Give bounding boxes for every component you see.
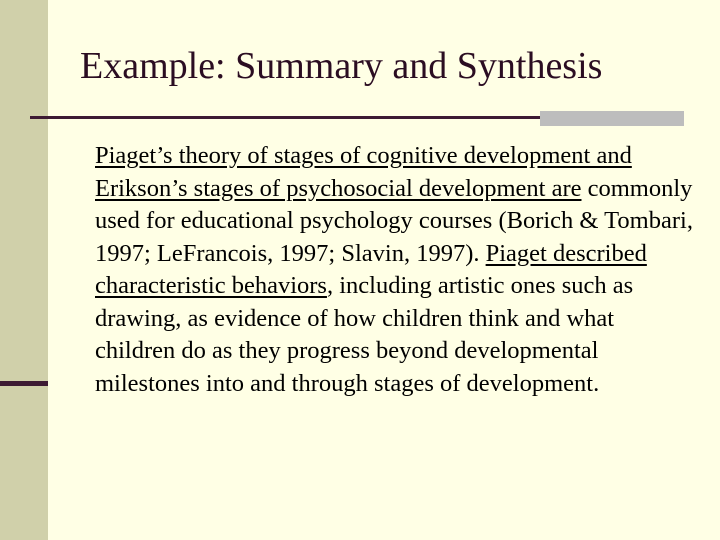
title-divider (30, 116, 540, 119)
underlined-text-1: Piaget’s theory of stages of cognitive development and Erikson’s stages of psychosocial development are (95, 142, 632, 202)
left-decorative-band (0, 0, 48, 540)
left-accent-bar (0, 381, 48, 386)
title-divider-accent (540, 111, 684, 126)
slide-title: Example: Summary and Synthesis (80, 45, 603, 87)
slide-body (95, 140, 695, 400)
body-paragraph (95, 140, 695, 400)
underlined-text-2: Piaget described characteristic behaviors (95, 239, 647, 299)
body-text-4: , including artistic ones such as drawing, as evidence of how children think and what children do as they progress beyond developmental milestones into and through stages of development. (95, 272, 634, 397)
body-text-2: commonly used for educational psychology courses (Borich & Tombari, 1997; LeFrancois, 1997; Slavin, 1997). (95, 174, 693, 267)
